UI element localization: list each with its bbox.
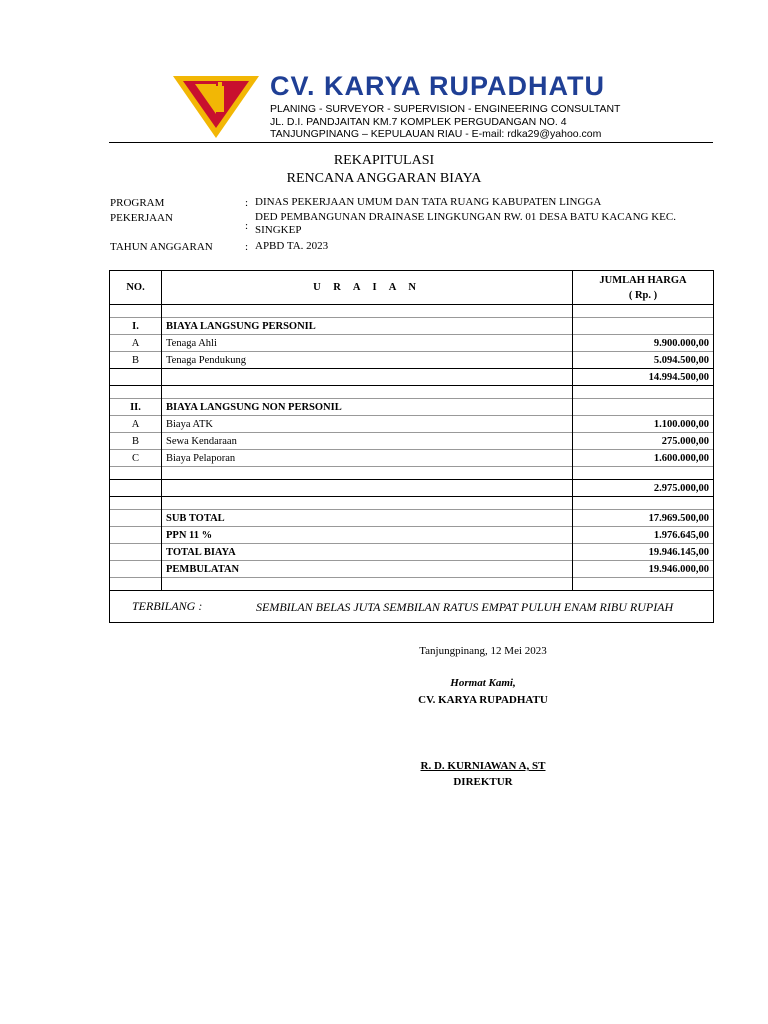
budget-table [109,270,714,623]
total-amount: 17.969.500,00 [573,510,714,527]
info-label-program: PROGRAM [110,197,165,209]
header-jumlah-unit: ( Rp. ) [628,289,658,301]
table-row [110,497,714,510]
row-desc: Sewa Kendaraan [162,433,573,450]
row-amount: 1.600.000,00 [573,450,714,467]
row-no: A [110,416,162,433]
row-amount: 1.100.000,00 [573,416,714,433]
section-title: BIAYA LANGSUNG NON PERSONIL [162,399,573,416]
table-row [110,399,714,416]
totals-row [110,510,714,527]
total-label: TOTAL BIAYA [162,544,573,561]
document-subtitle: RENCANA ANGGARAN BIAYA [286,171,482,186]
signatory-position: DIREKTUR [453,776,513,788]
table-header-row [110,271,714,305]
table-row [110,305,714,318]
table-row [110,450,714,467]
row-desc: Tenaga Ahli [162,335,573,352]
place-date: Tanjungpinang, 12 Mei 2023 [419,645,547,657]
total-label: SUB TOTAL [162,510,573,527]
table-row [110,416,714,433]
subtotal-row [110,480,714,497]
row-desc: Tenaga Pendukung [162,352,573,369]
table-row [110,386,714,399]
info-label-pekerjaan: PEKERJAAN [110,212,173,224]
section-subtotal: 2.975.000,00 [573,480,714,497]
row-amount: 5.094.500,00 [573,352,714,369]
info-value-program: DINAS PEKERJAAN UMUM DAN TATA RUANG KABUPATEN LINGGA [255,196,602,208]
header-no: NO. [110,271,162,305]
row-amount: 9.900.000,00 [573,335,714,352]
table-row [110,433,714,450]
header-jumlah [573,271,714,305]
company-logo [173,76,259,138]
total-label: PPN 11 % [162,527,573,544]
row-no: B [110,433,162,450]
totals-row [110,544,714,561]
company-city-contact: TANJUNGPINANG – KEPULAUAN RIAU - E-mail: rdka29@yahoo.com [270,128,602,140]
terbilang-label: TERBILANG : [132,599,203,613]
section-number: I. [110,318,162,335]
header-uraian: U R A I A N [162,271,573,305]
document-title: REKAPITULASI [333,153,435,168]
row-no: A [110,335,162,352]
info-value-tahun-anggaran: APBD TA. 2023 [255,240,329,252]
company-tagline: PLANING - SURVEYOR - SUPERVISION - ENGINEERING CONSULTANT [270,103,621,115]
section-title: BIAYA LANGSUNG PERSONIL [162,318,573,335]
header-divider [109,142,713,143]
totals-row [110,527,714,544]
table-row [110,335,714,352]
row-desc: Biaya ATK [162,416,573,433]
row-no: C [110,450,162,467]
signature-greeting: Hormat Kami, [450,677,516,689]
signatory-name: R. D. KURNIAWAN A, ST [420,760,546,772]
table-row [110,352,714,369]
table-row [110,467,714,480]
section-subtotal: 14.994.500,00 [573,369,714,386]
section-number: II. [110,399,162,416]
table-row [110,578,714,591]
signature-company: CV. KARYA RUPADHATU [418,694,548,706]
row-no: B [110,352,162,369]
row-amount: 275.000,00 [573,433,714,450]
company-name: CV. KARYA RUPADHATU [270,71,606,101]
row-desc: Biaya Pelaporan [162,450,573,467]
info-colon: : [245,241,249,253]
info-colon: : [245,197,249,209]
header-jumlah-label: JUMLAH HARGA [599,274,687,286]
terbilang-value: SEMBILAN BELAS JUTA SEMBILAN RATUS EMPAT PULUH ENAM RIBU RUPIAH [256,599,674,614]
company-address: JL. D.I. PANDJAITAN KM.7 KOMPLEK PERGUDANGAN NO. 4 [270,116,567,128]
total-amount: 19.946.000,00 [573,561,714,578]
table-row [110,318,714,335]
total-amount: 1.976.645,00 [573,527,714,544]
total-amount: 19.946.145,00 [573,544,714,561]
info-colon: : [245,220,249,232]
info-value-pekerjaan: DED PEMBANGUNAN DRAINASE LINGKUNGAN RW. 01 DESA BATU KACANG KEC. SINGKEP [255,211,676,236]
total-label: PEMBULATAN [162,561,573,578]
totals-row [110,561,714,578]
terbilang-row [110,591,714,623]
subtotal-row [110,369,714,386]
info-label-tahun-anggaran: TAHUN ANGGARAN [110,241,213,253]
